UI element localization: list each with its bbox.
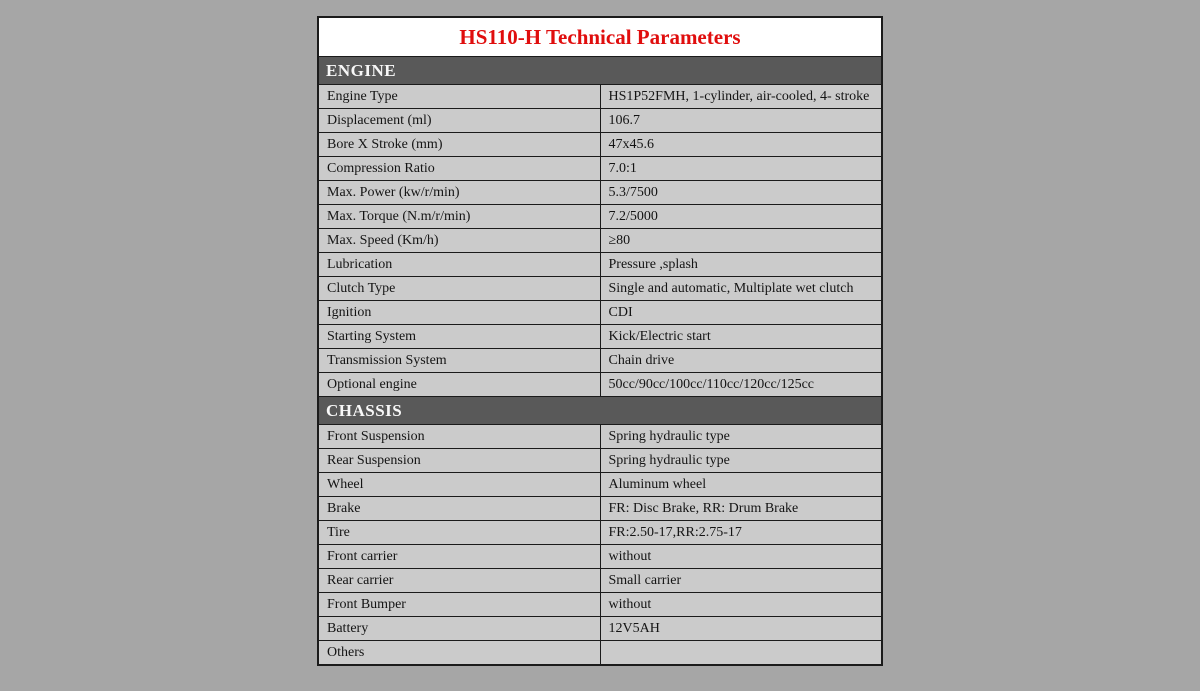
param-label: Front Suspension <box>318 425 600 449</box>
param-label: Displacement (ml) <box>318 109 600 133</box>
param-value: Chain drive <box>600 349 882 373</box>
param-label: Max. Power (kw/r/min) <box>318 181 600 205</box>
param-label: Clutch Type <box>318 277 600 301</box>
section-header-row <box>318 397 882 425</box>
table-row <box>318 473 882 497</box>
section-header-row <box>318 57 882 85</box>
table-row <box>318 569 882 593</box>
table-row <box>318 301 882 325</box>
param-value: 50cc/90cc/100cc/110cc/120cc/125cc <box>600 373 882 397</box>
table-row <box>318 85 882 109</box>
table-row <box>318 325 882 349</box>
param-label: Rear Suspension <box>318 449 600 473</box>
param-value: Spring hydraulic type <box>600 449 882 473</box>
param-value: 12V5AH <box>600 617 882 641</box>
param-value: Single and automatic, Multiplate wet clutch <box>600 277 882 301</box>
table-row <box>318 253 882 277</box>
table-row <box>318 545 882 569</box>
param-value: FR: Disc Brake, RR: Drum Brake <box>600 497 882 521</box>
param-value <box>600 641 882 666</box>
param-label: Engine Type <box>318 85 600 109</box>
table-row <box>318 449 882 473</box>
param-label: Transmission System <box>318 349 600 373</box>
param-value: 7.2/5000 <box>600 205 882 229</box>
table-row <box>318 277 882 301</box>
param-value: Kick/Electric start <box>600 325 882 349</box>
table-row <box>318 497 882 521</box>
param-label: Max. Torque (N.m/r/min) <box>318 205 600 229</box>
table-row <box>318 593 882 617</box>
param-label: Front Bumper <box>318 593 600 617</box>
spec-sheet <box>317 16 883 666</box>
param-label: Starting System <box>318 325 600 349</box>
param-label: Ignition <box>318 301 600 325</box>
param-value: 7.0:1 <box>600 157 882 181</box>
param-value: ≥80 <box>600 229 882 253</box>
param-value: HS1P52FMH, 1-cylinder, air-cooled, 4- stroke <box>600 85 882 109</box>
page-title: HS110-H Technical Parameters <box>318 17 882 57</box>
table-row <box>318 617 882 641</box>
table-row <box>318 181 882 205</box>
param-label: Optional engine <box>318 373 600 397</box>
param-value: 106.7 <box>600 109 882 133</box>
param-label: Lubrication <box>318 253 600 277</box>
param-label: Others <box>318 641 600 666</box>
param-value: FR:2.50-17,RR:2.75-17 <box>600 521 882 545</box>
table-row <box>318 157 882 181</box>
section-header: CHASSIS <box>318 397 882 425</box>
param-label: Rear carrier <box>318 569 600 593</box>
param-value: Spring hydraulic type <box>600 425 882 449</box>
param-label: Wheel <box>318 473 600 497</box>
table-row <box>318 521 882 545</box>
table-row <box>318 373 882 397</box>
table-row <box>318 109 882 133</box>
param-value: 5.3/7500 <box>600 181 882 205</box>
param-value: CDI <box>600 301 882 325</box>
title-row <box>318 17 882 57</box>
param-value: Aluminum wheel <box>600 473 882 497</box>
table-row <box>318 229 882 253</box>
table-row <box>318 205 882 229</box>
table-row <box>318 349 882 373</box>
param-label: Tire <box>318 521 600 545</box>
param-label: Battery <box>318 617 600 641</box>
section-header: ENGINE <box>318 57 882 85</box>
spec-table <box>317 16 883 666</box>
param-label: Bore X Stroke (mm) <box>318 133 600 157</box>
param-value: without <box>600 593 882 617</box>
param-label: Compression Ratio <box>318 157 600 181</box>
table-row <box>318 425 882 449</box>
param-value: without <box>600 545 882 569</box>
table-row <box>318 641 882 666</box>
param-label: Max. Speed (Km/h) <box>318 229 600 253</box>
table-row <box>318 133 882 157</box>
param-label: Front carrier <box>318 545 600 569</box>
param-value: Pressure ,splash <box>600 253 882 277</box>
param-value: 47x45.6 <box>600 133 882 157</box>
param-value: Small carrier <box>600 569 882 593</box>
param-label: Brake <box>318 497 600 521</box>
